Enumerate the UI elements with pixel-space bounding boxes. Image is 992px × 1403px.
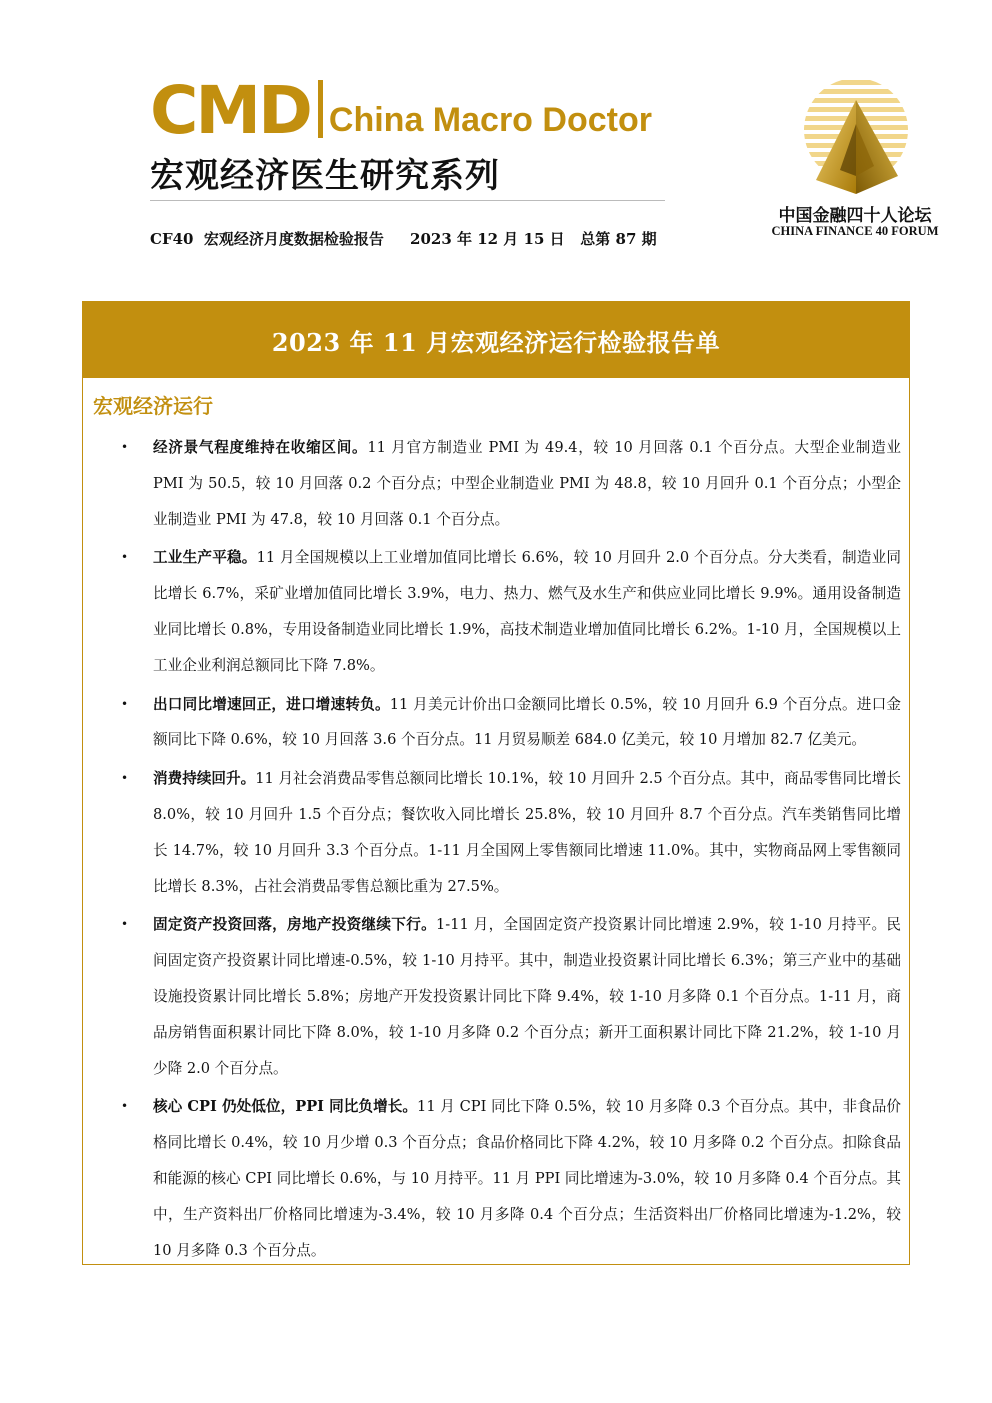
- bullet-icon: •: [121, 917, 129, 932]
- item-text: 11 月社会消费品零售总额同比增长 10.1%，较 10 月回升 2.5 个百分点。其中，商品零售同比增长 8.0%，较 10 月回升 1.5 个百分点；餐饮收入同比增长 25.8%，较 10 月回升 8.7 个百分点。汽车类销售同比增长 14.7%，较 10 月回升 3.3 个百分点。1-11 月全国网上零售额同比增速 11.0%。其中，实物商品网上零售额同比增长 8.3%，占社会消费品零售总额比重为 27.5%。: [153, 770, 901, 895]
- header-divider: [150, 200, 665, 201]
- bullet-icon: •: [121, 696, 129, 711]
- brand-block: [150, 72, 652, 197]
- report-items: [83, 430, 909, 1271]
- issue-line: CF40 宏观经济月度数据检验报告 2023 年 12 月 15 日 总第 87 期: [150, 230, 657, 248]
- report-title: 2023 年 11 月宏观经济运行检验报告单: [83, 302, 909, 378]
- forum-name-en: CHINA FINANCE 40 FORUM: [771, 224, 939, 238]
- bullet-icon: •: [121, 771, 129, 786]
- item-text: 1-11 月，全国固定资产投资累计同比增速 2.9%，较 1-10 月持平。民间固定资产投资累计同比增速-0.5%，较 1-10 月持平。其中，制造业投资累计同比增长 6.3%；第三产业中的基础设施投资累计同比增长 5.8%；房地产开发投资累计同比下降 9.4%，较 1-10 月多降 0.1 个百分点。1-11 月，商品房销售面积累计同比下降 8.0%，较 1-10 月多降 0.2 个百分点；新开工面积累计同比下降 21.2%，较 1-10 月少降 2.0 个百分点。: [153, 916, 901, 1077]
- item-lead: 消费持续回升。: [153, 770, 256, 788]
- list-item: [83, 430, 909, 537]
- series-title: 宏观经济医生研究系列: [150, 156, 500, 196]
- list-item: [83, 540, 909, 683]
- item-lead: 核心 CPI 仍处低位，PPI 同比负增长。: [153, 1098, 418, 1116]
- item-text: 11 月美元计价出口金额同比增长 0.5%，较 10 月回升 6.9 个百分点。进口金额同比下降 0.6%，较 10 月回落 3.6 个百分点。11 月贸易顺差 684.0 亿美元，较 10 月增加 82.7 亿美元。: [153, 695, 901, 749]
- item-text: 11 月全国规模以上工业增加值同比增长 6.6%，较 10 月回升 2.0 个百分点。分大类看，制造业同比增长 6.7%，采矿业增加值同比增长 3.9%，电力、热力、燃气及水生产和供应业同比增长 9.9%。通用设备制造业同比增长 0.8%，专用设备制造业同比增长 1.9%，高技术制造业增加值同比增长 6.2%。1-10 月，全国规模以上工业企业利润总额同比下降 7.8%。: [153, 549, 901, 674]
- list-item: [83, 1089, 909, 1268]
- bullet-icon: •: [121, 440, 129, 454]
- item-lead: 工业生产平稳。: [153, 549, 257, 567]
- brand-top-row: [150, 72, 652, 149]
- forum-name-cn: 中国金融四十人论坛: [778, 206, 932, 226]
- bullet-icon: •: [121, 1099, 129, 1114]
- item-lead: 固定资产投资回落，房地产投资继续下行。: [153, 916, 436, 934]
- brand-divider-bar: [318, 80, 323, 138]
- brand-english-name: China Macro Doctor: [328, 101, 652, 139]
- bullet-icon: •: [121, 550, 129, 565]
- item-text: 11 月官方制造业 PMI 为 49.4，较 10 月回落 0.1 个百分点。大型企业制造业 PMI 为 50.5，较 10 月回落 0.2 个百分点；中型企业制造业 PMI 为 48.8，较 10 月回升 0.1 个百分点；小型企业制造业 PMI 为 47.8，较 10 月回落 0.1 个百分点。: [153, 439, 901, 528]
- cf40-pyramid-logo-icon: [796, 78, 916, 198]
- list-item: [83, 907, 909, 1086]
- item-lead: 经济景气程度维持在收缩区间。: [153, 439, 368, 456]
- report-box: [82, 301, 910, 1265]
- item-lead: 出口同比增速回正，进口增速转负。: [153, 695, 390, 713]
- section-heading: 宏观经济运行: [93, 394, 213, 418]
- list-item: [83, 761, 909, 904]
- cmd-logotype: CMD: [150, 72, 310, 149]
- item-text: 11 月 CPI 同比下降 0.5%，较 10 月多降 0.3 个百分点。其中，非食品价格同比增长 0.4%，较 10 月少增 0.3 个百分点；食品价格同比下降 4.2%，较 10 月多降 0.2 个百分点。扣除食品和能源的核心 CPI 同比增长 0.6%，与 10 月持平。11 月 PPI 同比增速为-3.0%，较 10 月多降 0.4 个百分点。其中，生产资料出厂价格同比增速为-3.4%，较 10 月多降 0.4 个百分点；生活资料出厂价格同比增速为-1.2%，较 10 月多降 0.3 个百分点。: [153, 1098, 902, 1259]
- list-item: [83, 687, 909, 759]
